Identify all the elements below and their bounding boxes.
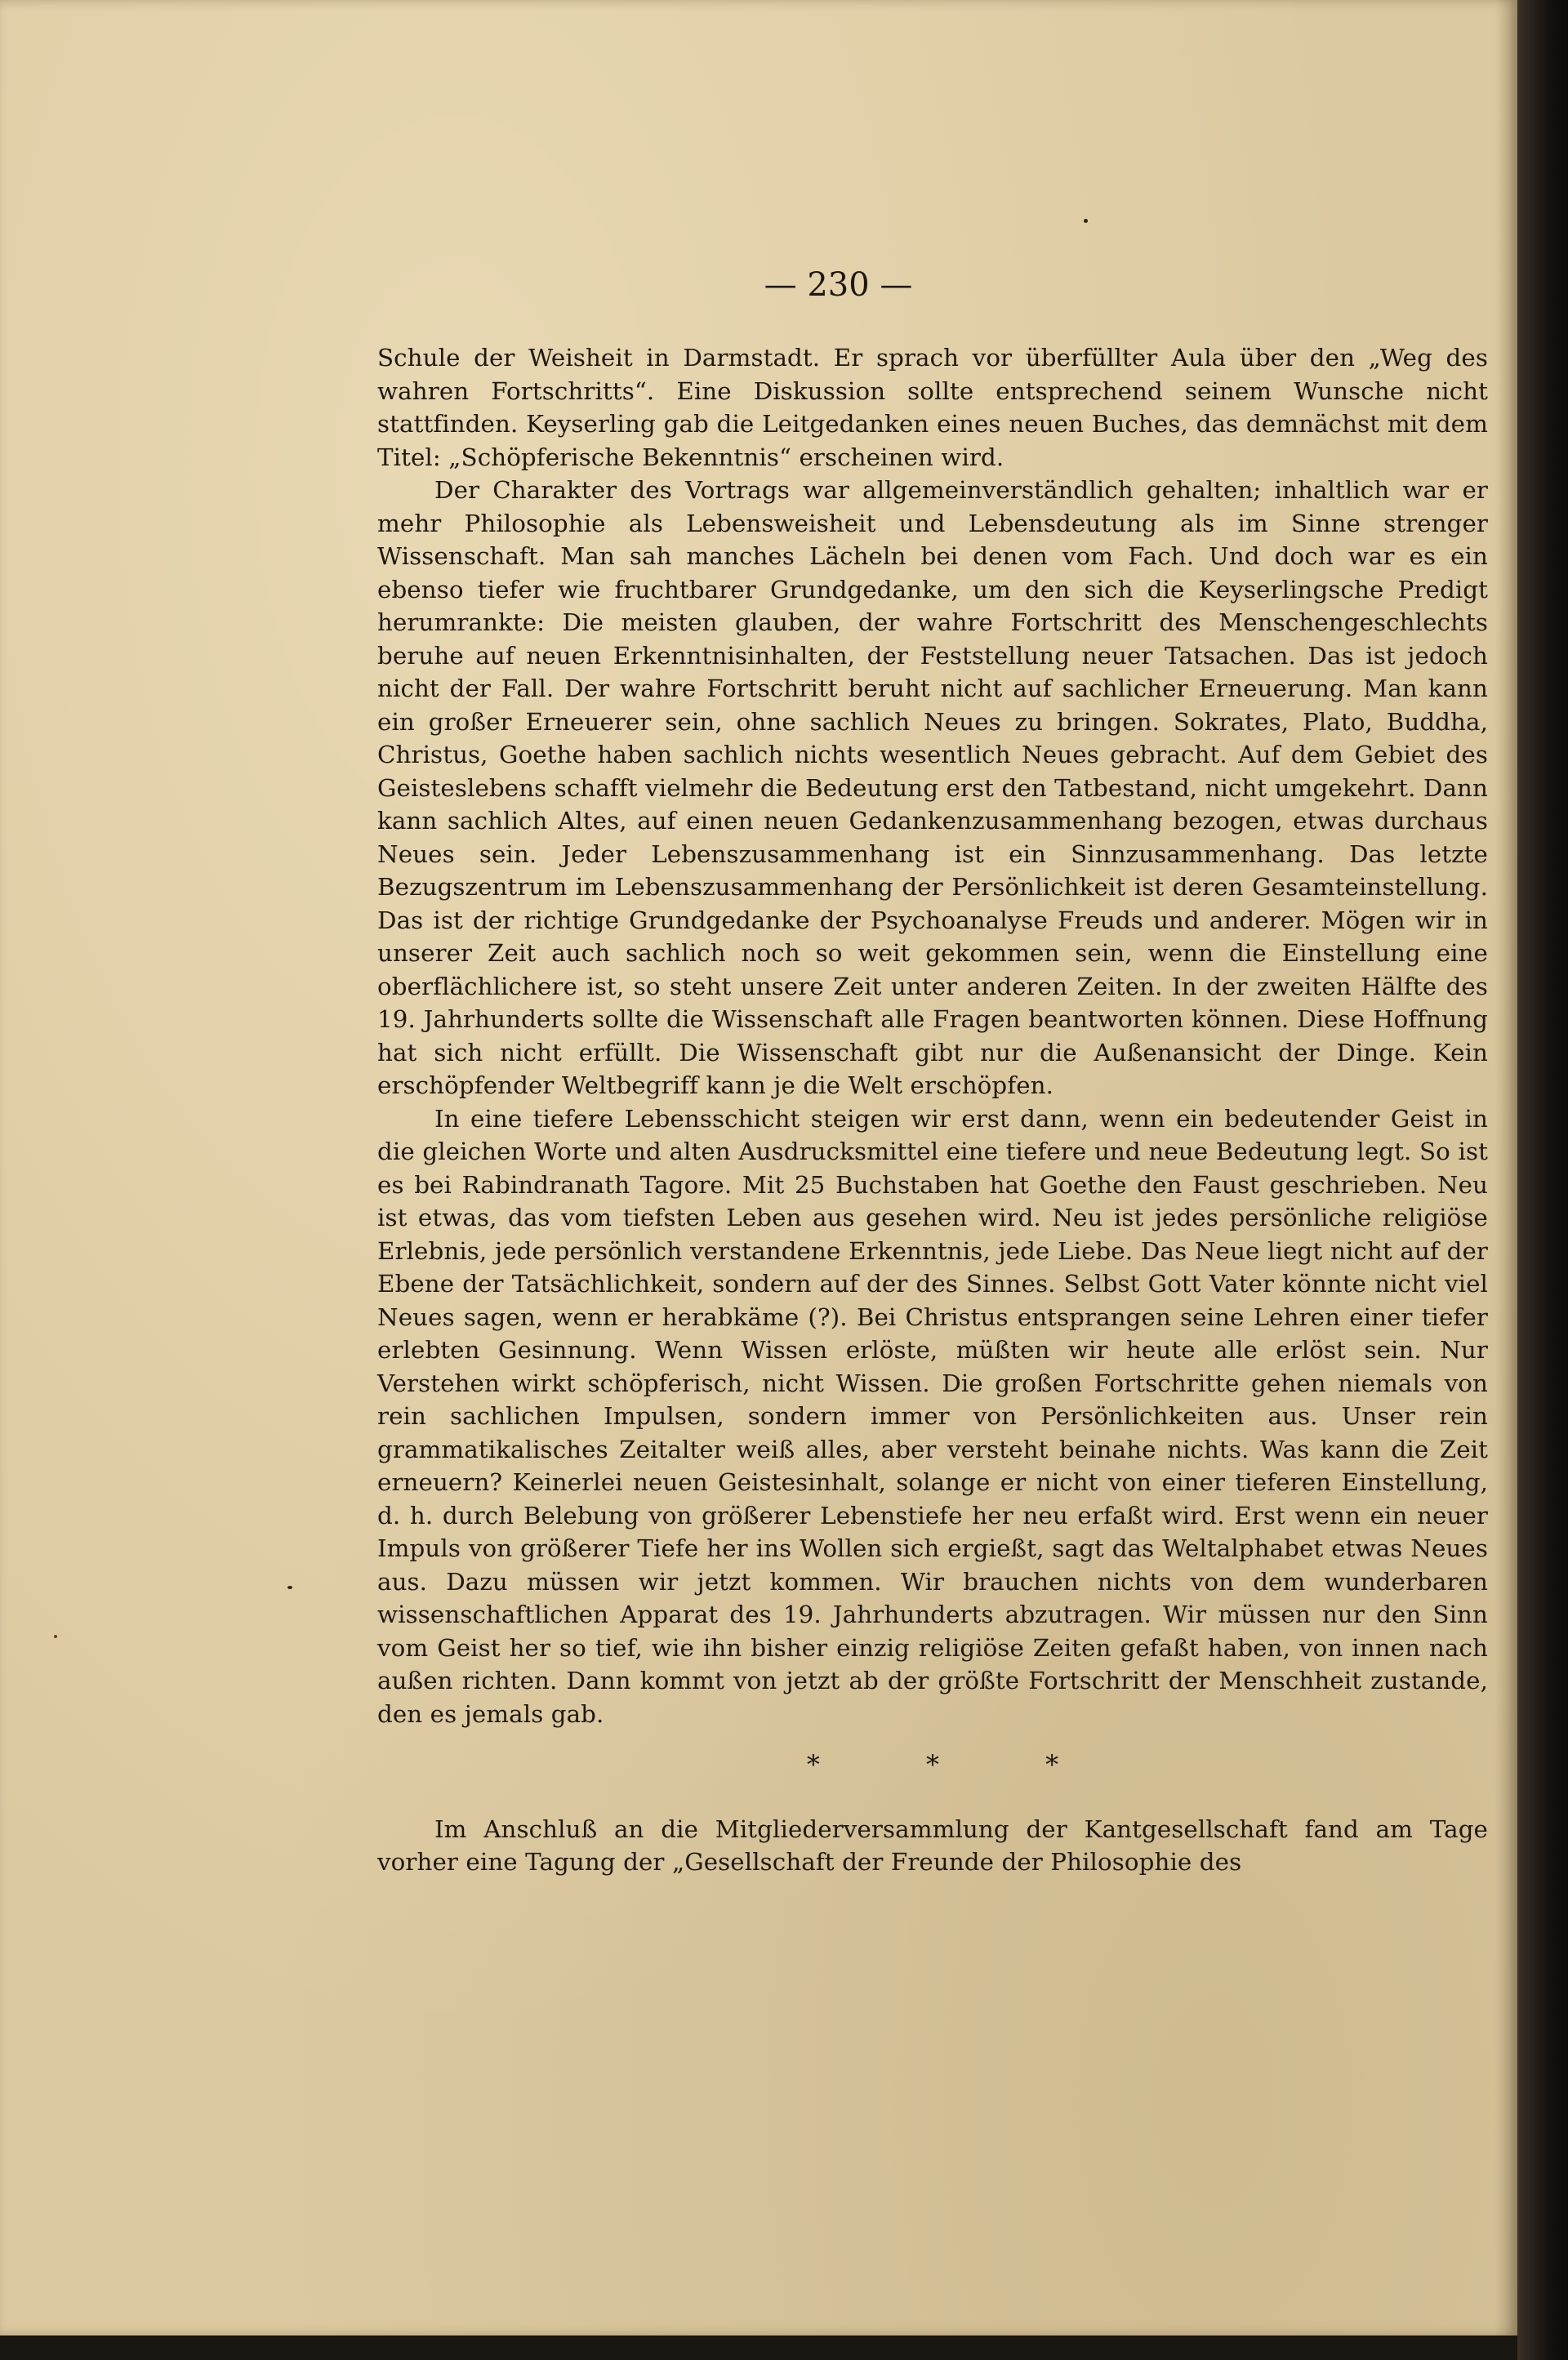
ink-speck — [1084, 219, 1088, 223]
paragraph-1: Schule der Weisheit in Darmstadt. Er sprach vor überfüllter Aula über den „Weg des wahren Fortschritts“. Eine Diskussion sollte entsprechend seinem Wunsche nicht stattfinden. Keyserling gab die Leitgedanken eines neuen Buches, das demnächst mit dem Titel: „Schöpferische Bekenntnis“ erscheinen wird. — [377, 344, 1488, 471]
page-edge-shadow — [1517, 0, 1568, 2360]
section-separator: * * * — [806, 1749, 1108, 1780]
closing-paragraph: Im Anschluß an die Mitgliederversammlung der Kantgesellschaft fand am Tage vorher eine Tagung der „Gesellschaft der Freunde der Philosophie des — [377, 1815, 1488, 1876]
paragraph-2: Der Charakter des Vortrags war allgemeinverständlich gehalten; inhaltlich war er mehr Philosophie als Lebensweisheit und Lebensdeutung als im Sinne strenger Wissenschaft. Man sah manches Lächeln bei denen vom Fach. Und doch war es ein ebenso tiefer wie fruchtbarer Grundgedanke, um den sich die Keyserlingsche Predigt herumrankte: Die meisten glauben, der wahre Fortschritt des Menschengeschlechts beruhe auf neuen Erkenntnisinhalten, der Feststellung neuer Tatsachen. Das ist jedoch nicht der Fall. Der wahre Fortschritt beruht nicht auf sachlicher Erneuerung. Man kann ein großer Erneuerer sein, ohne sachlich Neues zu bringen. Sokrates, Plato, Buddha, Christus, Goethe haben sachlich nichts wesentlich Neues gebracht. Auf dem Gebiet des Geisteslebens schafft vielmehr die Bedeutung erst den Tatbestand, nicht umgekehrt. Dann kann sachlich Altes, auf einen neuen Gedankenzusammenhang bezogen, etwas durchaus Neues sein. Jeder Lebenszusammenhang ist ein Sinnzusammenhang. Das letzte Bezugszentrum im Lebenszusammenhang der Persönlichkeit ist deren Gesamteinstellung. Das ist der richtige Grundgedanke der Psychoanalyse Freuds und anderer. Mögen wir in unserer Zeit auch sachlich noch so weit gekommen sein, wenn die Einstellung eine oberflächlichere ist, so steht unsere Zeit unter anderen Zeiten. In der zweiten Hälfte des 19. Jahrhunderts sollte die Wissenschaft alle Fragen beantworten können. Diese Hoffnung hat sich nicht erfüllt. Die Wissenschaft gibt nur die Außenansicht der Dinge. Kein erschöpfender Weltbegriff kann je die Welt erschöpfen. — [377, 476, 1488, 1099]
page-body — [377, 341, 1488, 1879]
ink-speck — [287, 1586, 292, 1589]
page-number: — 230 — — [764, 266, 913, 304]
paragraph-3: In eine tiefere Lebensschicht steigen wir erst dann, wenn ein bedeutender Geist in die gleichen Worte und alten Ausdrucksmittel eine tiefere und neue Bedeutung legt. So ist es bei Rabindranath Tagore. Mit 25 Buchstaben hat Goethe den Faust geschrieben. Neu ist etwas, das vom tiefsten Leben aus gesehen wird. Neu ist jedes persönliche religiöse Erlebnis, jede persönlich verstandene Erkenntnis, jede Liebe. Das Neue liegt nicht auf der Ebene der Tatsächlichkeit, sondern auf der des Sinnes. Selbst Gott Vater könnte nicht viel Neues sagen, wenn er herabkäme (?). Bei Christus entsprangen seine Lehren einer tiefer erlebten Gesinnung. Wenn Wissen erlöste, müßten wir heute alle erlöst sein. Nur Verstehen wirkt schöpferisch, nicht Wissen. Die großen Fortschritte gehen niemals von rein sachlichen Impulsen, sondern immer von Persönlichkeiten aus. Unser rein grammatikalisches Zeitalter weiß alles, aber versteht beinahe nichts. Was kann die Zeit erneuern? Keinerlei neuen Geistesinhalt, solange er nicht von einer tieferen Einstellung, d. h. durch Belebung von größerer Lebenstiefe her neu erfaßt wird. Erst wenn ein neuer Impuls von größerer Tiefe her ins Wollen sich ergießt, sagt das Weltalphabet etwas Neues aus. Dazu müssen wir jetzt kommen. Wir brauchen nichts von dem wunderbaren wissenschaftlichen Apparat des 19. Jahrhunderts abzutragen. Wir müssen nur den Sinn vom Geist her so tief, wie ihn bisher einzig religiöse Zeiten gefaßt haben, von innen nach außen richten. Dann kommt von jetzt ab der größte Fortschritt der Menschheit zustande, den es jemals gab. — [377, 1104, 1488, 1728]
ink-speck — [54, 1635, 57, 1638]
